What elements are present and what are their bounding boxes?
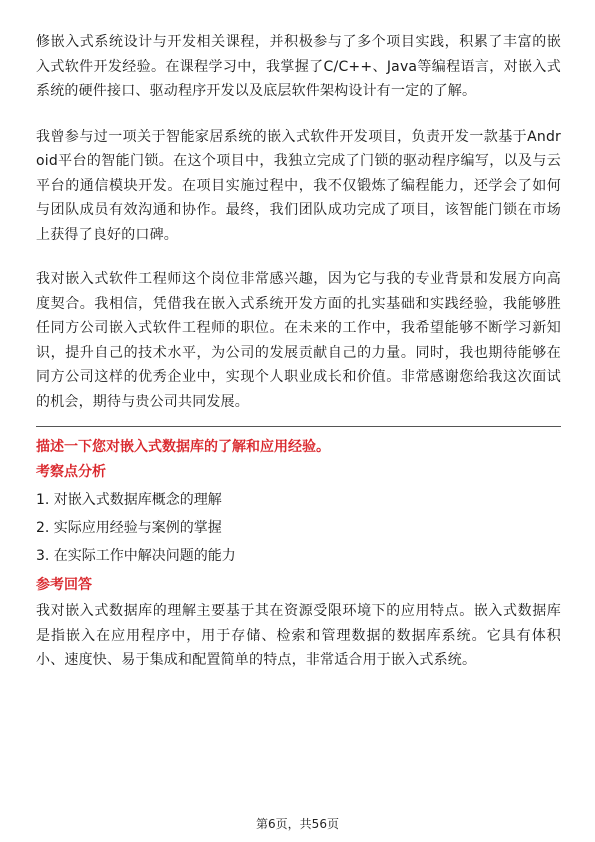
body-paragraph-1: 修嵌入式系统设计与开发相关课程，并积极参与了多个项目实践，积累了丰富的嵌入式软件开发经验。在课程学习中，我掌握了C/C++、Java等编程语言，对嵌入式系统的硬件接口、驱动程序开发以及底层软件架构设计有一定的了解。 — [36, 34, 561, 99]
analysis-point-3: 3. 在实际工作中解决问题的能力 — [36, 548, 236, 564]
body-paragraph-3: 我对嵌入式软件工程师这个岗位非常感兴趣，因为它与我的专业背景和发展方向高度契合。我相信，凭借我在嵌入式系统开发方面的扎实基础和实践经验，我能够胜任同方公司嵌入式软件工程师的职位。在未来的工作中，我希望能够不断学习新知识，提升自己的技术水平，为公司的发展贡献自己的力量。同时，我也期待能够在同方公司这样的优秀企业中，实现个人职业成长和价值。非常感谢您给我这次面试的机会，期待与贵公司共同发展。 — [36, 271, 561, 410]
paragraph-spacer — [36, 247, 561, 267]
page-number-footer: 第6页，共56页 — [256, 817, 339, 831]
analysis-point-2: 2. 实际应用经验与案例的掌握 — [36, 520, 222, 536]
document-page — [36, 30, 561, 673]
analysis-point-1: 1. 对嵌入式数据库概念的理解 — [36, 492, 222, 508]
reference-answer-text: 我对嵌入式数据库的理解主要基于其在资源受限环境下的应用特点。嵌入式数据库是指嵌入在应用程序中，用于存储、检索和管理数据的数据库系统。它具有体积小、速度快、易于集成和配置简单的特点，非常适合用于嵌入式系统。 — [36, 603, 561, 668]
section-divider — [36, 426, 561, 427]
analysis-title: 考察点分析 — [36, 464, 106, 480]
paragraph-spacer — [36, 104, 561, 125]
reference-answer-title: 参考回答 — [36, 577, 92, 593]
interview-question: 描述一下您对嵌入式数据库的了解和应用经验。 — [36, 439, 330, 455]
body-paragraph-2: 我曾参与过一项关于智能家居系统的嵌入式软件开发项目，负责开发一款基于Android平台的智能门锁。在这个项目中，我独立完成了门锁的驱动程序编写，以及与云平台的通信模块开发。在项目实施过程中，我不仅锻炼了编程能力，还学会了如何与团队成员有效沟通和协作。最终，我们团队成功完成了项目，该智能门锁在市场上获得了良好的口碑。 — [36, 128, 561, 243]
